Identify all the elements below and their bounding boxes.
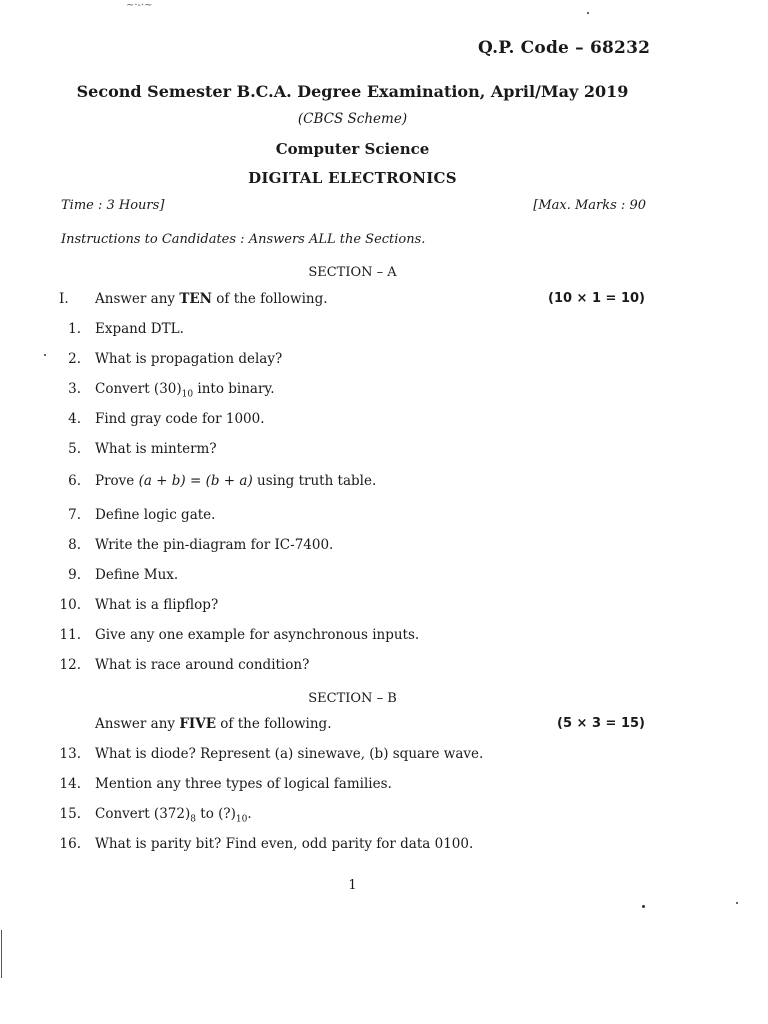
scan-speck	[587, 12, 589, 14]
section-a-title: SECTION – A	[308, 265, 397, 280]
question-number: 6.	[68, 473, 81, 489]
question-number: 13.	[59, 746, 81, 762]
question-text: Find gray code for 1000.	[95, 411, 265, 427]
question-text: Expand DTL.	[95, 321, 184, 337]
question-text: What is a flipflop?	[95, 597, 219, 613]
page-number: 1	[348, 878, 357, 893]
question-number: 15.	[59, 806, 81, 822]
question-number: 10.	[59, 597, 81, 613]
qp-code: Q.P. Code – 68232	[478, 38, 651, 58]
question-text: Define logic gate.	[95, 507, 216, 523]
question-number: 11.	[59, 627, 81, 643]
question-number: 9.	[68, 567, 81, 583]
question-number: 14.	[59, 776, 81, 792]
question-text: Convert $(30)_{10}$ into binary.	[95, 381, 275, 400]
scan-speck	[736, 902, 738, 904]
question-text: Give any one example for asynchronous inputs.	[95, 627, 420, 643]
question-number: 7.	[68, 507, 81, 523]
question-text: Convert $(372)_8$ to $(?)_{10}$.	[95, 806, 252, 825]
question-number: 4.	[68, 411, 81, 427]
question-number: 8.	[68, 537, 81, 553]
scan-speck	[642, 905, 645, 908]
question-number: 3.	[68, 381, 81, 397]
scan-edge-line	[1, 930, 2, 978]
question-number: 5.	[68, 441, 81, 457]
exam-title: Second Semester B.C.A. Degree Examination, April/May 2019	[76, 82, 629, 101]
section-b-marks: (5 × 3 = 15)	[557, 716, 645, 731]
question-text: What is race around condition?	[95, 657, 310, 673]
question-text: What is minterm?	[95, 441, 217, 457]
max-marks-label: [Max. Marks : 90	[533, 198, 646, 213]
question-number: 16.	[59, 836, 81, 852]
section-a-instruction: Answer any TEN of the following.	[95, 291, 328, 307]
question-text: Prove (a + b) = (b + a) using truth table.	[95, 473, 377, 489]
question-text: Define Mux.	[95, 567, 179, 583]
question-number: 12.	[59, 657, 81, 673]
time-label: Time : 3 Hours]	[61, 198, 165, 213]
question-text: Mention any three types of logical families.	[95, 776, 392, 792]
question-text: What is parity bit? Find even, odd parity for data 0100.	[95, 836, 474, 852]
section-b-instruction: Answer any FIVE of the following.	[95, 716, 332, 732]
subject-title: Computer Science	[275, 140, 430, 158]
scan-speck	[44, 354, 46, 356]
scribble-mark: ~·-·~	[126, 0, 153, 11]
question-number: 1.	[68, 321, 81, 337]
scheme-label: (CBCS Scheme)	[297, 111, 408, 127]
question-number: 2.	[68, 351, 81, 367]
question-text: What is propagation delay?	[95, 351, 283, 367]
section-b-title: SECTION – B	[308, 691, 397, 706]
question-text: What is diode? Represent (a) sinewave, (b) square wave.	[95, 746, 484, 762]
question-text: Write the pin-diagram for IC-7400.	[95, 537, 334, 553]
roman-numeral: I.	[59, 291, 69, 307]
instructions: Instructions to Candidates : Answers ALL the Sections.	[61, 232, 426, 247]
section-a-marks: (10 × 1 = 10)	[548, 291, 645, 306]
paper-title: DIGITAL ELECTRONICS	[248, 169, 457, 187]
math-expression: (a + b) = (b + a)	[138, 473, 253, 489]
